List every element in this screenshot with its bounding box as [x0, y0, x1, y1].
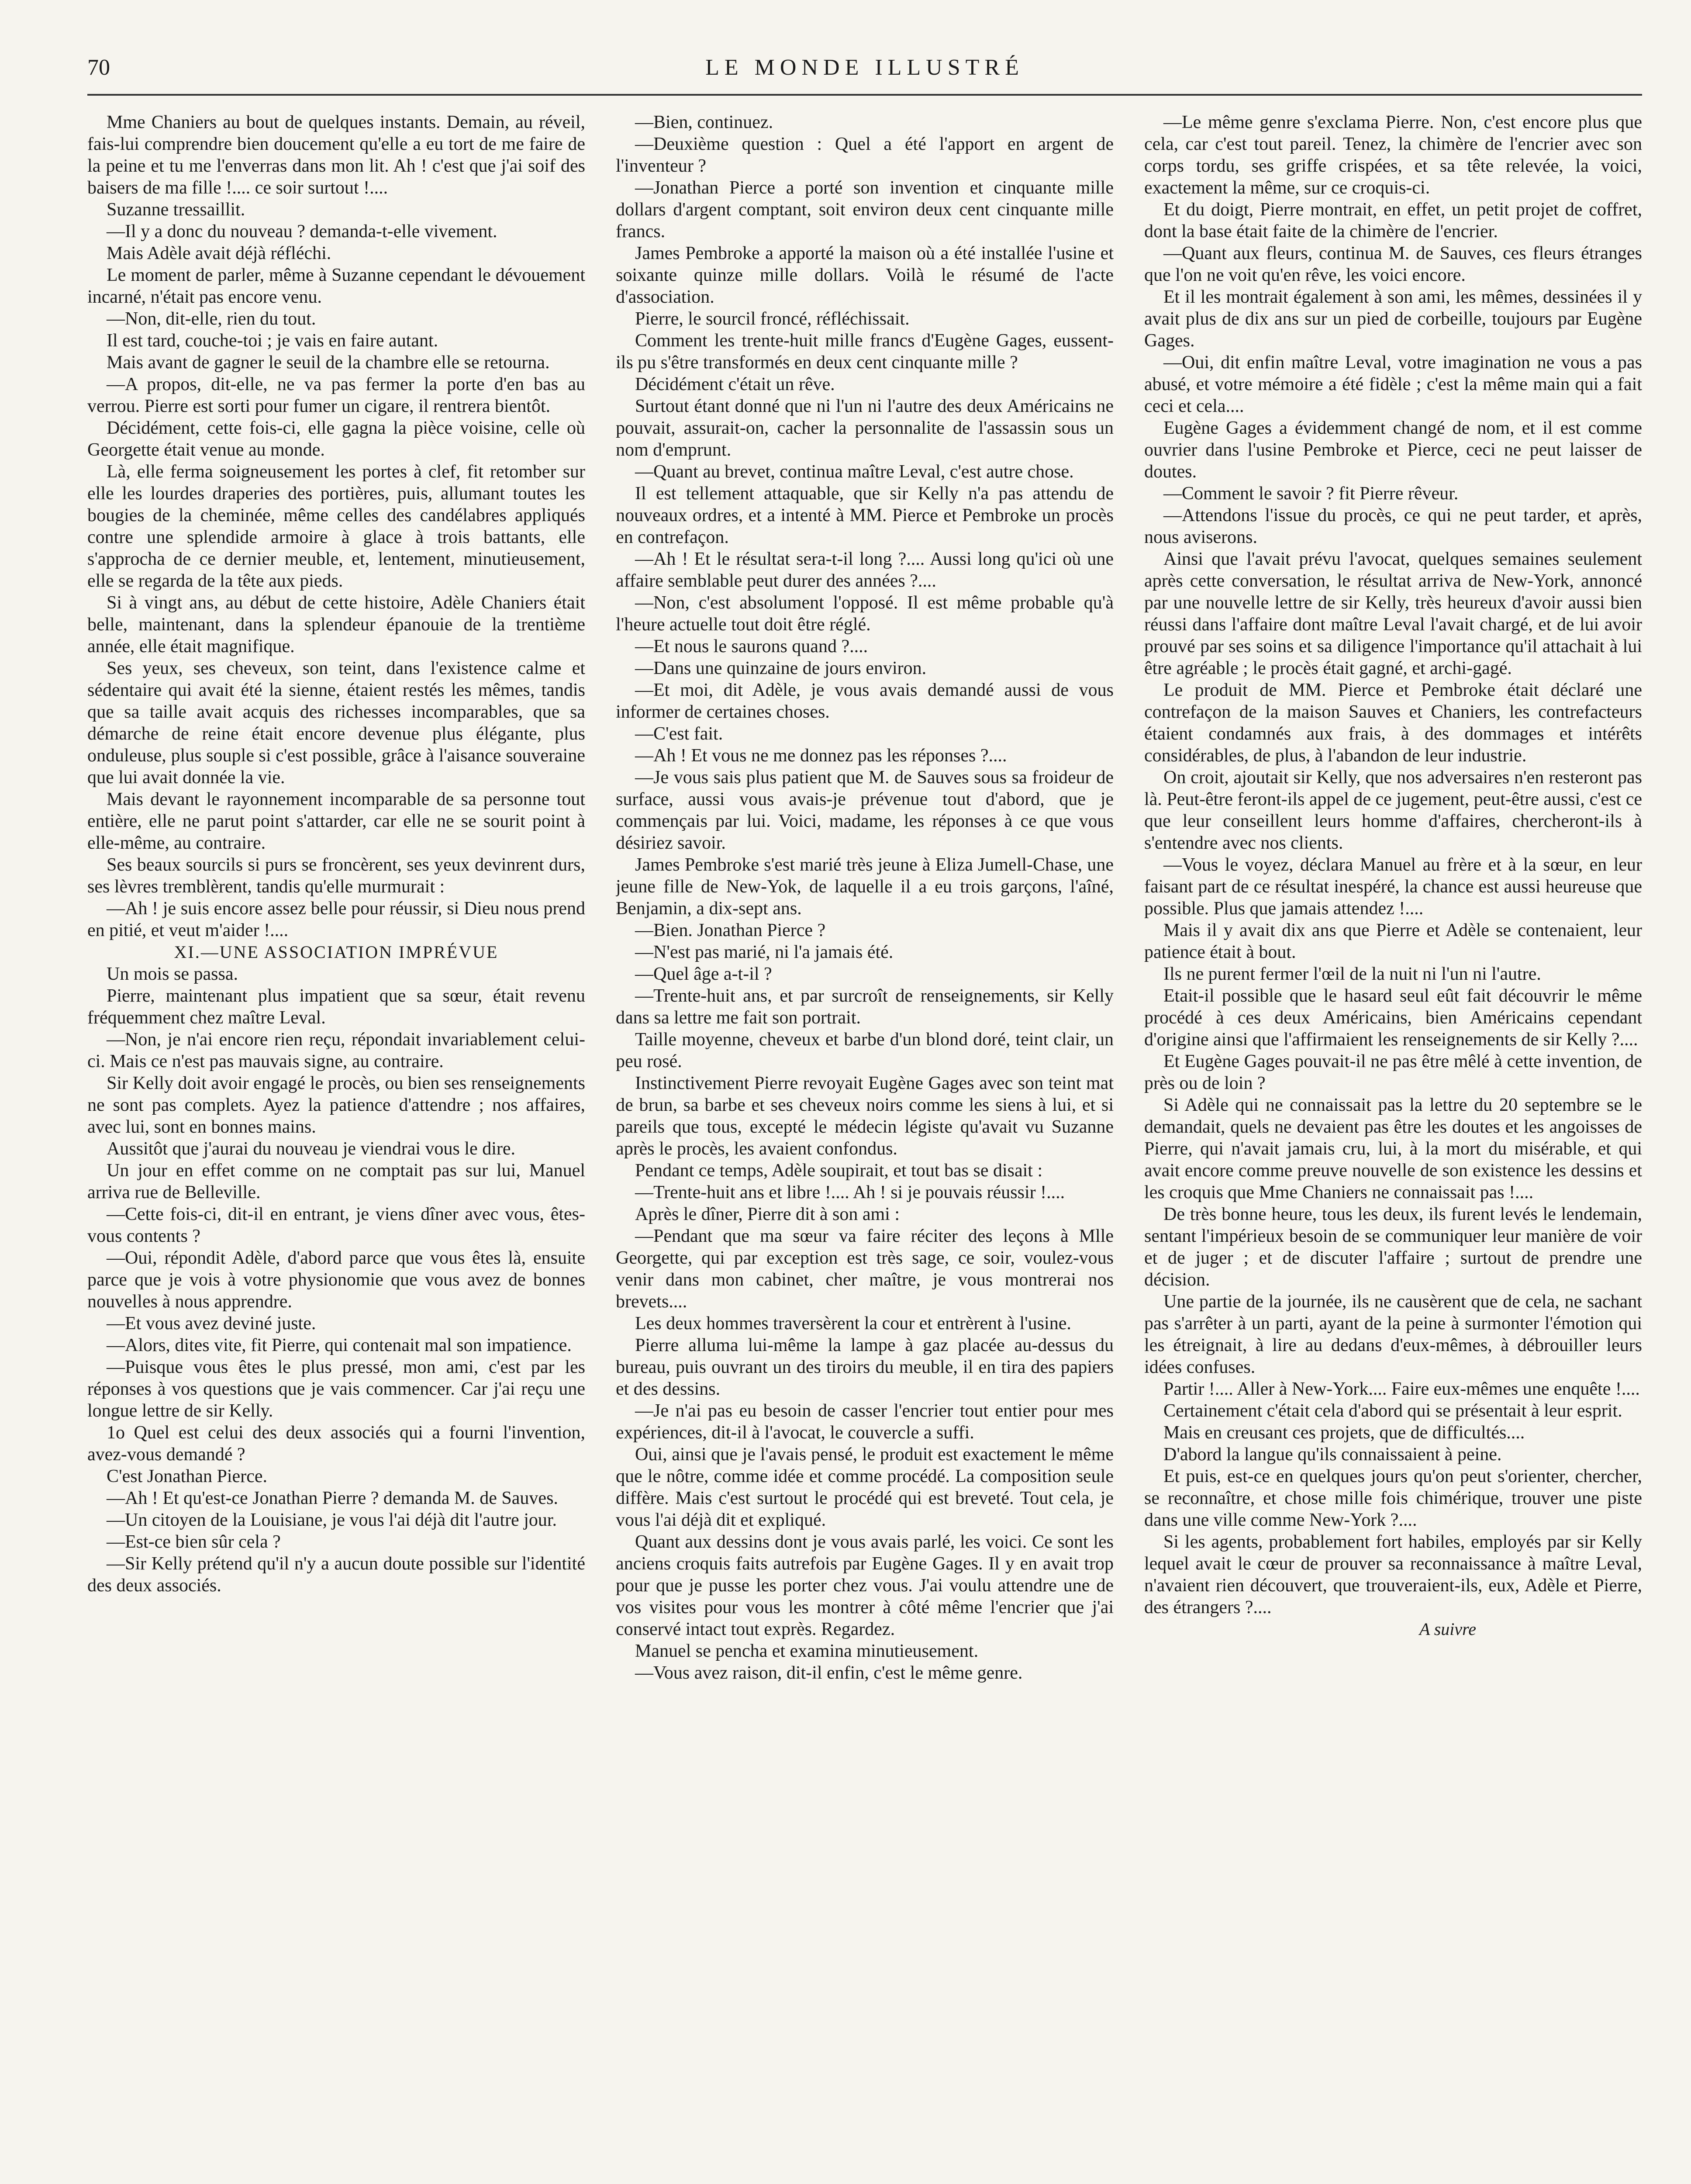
- paragraph: —Oui, dit enfin maître Leval, votre imagination ne vous a pas abusé, et votre mémoire a été fidèle ; c'est la même main qui a fait ceci et cela....: [1144, 352, 1642, 416]
- paragraph: —Quant au brevet, continua maître Leval, c'est autre chose.: [635, 462, 1074, 482]
- paragraph: Le moment de parler, même à Suzanne cependant le dévouement incarné, n'était pas encore venu.: [87, 265, 585, 307]
- paragraph: Instinctivement Pierre revoyait Eugène Gages avec son teint mat de brun, sa barbe et ses cheveux noirs comme les siens à lui, et si pareils que tous, excepté le médecin légiste qu'avait vu Suzanne après le procès, les avaient confondus.: [616, 1073, 1114, 1159]
- paragraph: —Et moi, dit Adèle, je vous avais demandé aussi de vous informer de certaines choses.: [616, 680, 1114, 722]
- paragraph: Si à vingt ans, au début de cette histoire, Adèle Chaniers était belle, maintenant, dans la splendeur épanouie de la trentième année, elle était magnifique.: [87, 593, 585, 657]
- paragraph: Etait-il possible que le hasard seul eût fait découvrir le même procédé à ces deux Américains, bien Américains cependant d'origine ainsi que l'affirmaient les renseignements de sir Kelly ?....: [1144, 986, 1642, 1050]
- paragraph: —Ah ! Et le résultat sera-t-il long ?.... Aussi long qu'ici où une affaire semblable peut durer des années ?....: [616, 549, 1114, 591]
- paragraph: —C'est fait.: [635, 724, 723, 744]
- paragraph: Quant aux dessins dont je vous avais parlé, les voici. Ce sont les anciens croquis faits autrefois par Eugène Gages. Il y en avait trop pour que je pusse les porter chez vous. J'ai voulu attendre une de vos visites pour vous les montrer à côté même l'encrier que j'ai conservé intact tout exprès. Regardez.: [616, 1532, 1114, 1639]
- paragraph: Aussitôt que j'aurai du nouveau je viendrai vous le dire.: [107, 1139, 515, 1159]
- paragraph: —Sir Kelly prétend qu'il n'y a aucun doute possible sur l'identité des deux associés.: [87, 1554, 585, 1596]
- paragraph: C'est Jonathan Pierce.: [107, 1466, 267, 1486]
- paragraph: —Pendant que ma sœur va faire réciter des leçons à Mlle Georgette, qui par exception est très sage, ce soir, voulez-vous venir dans mon cabinet, cher maître, je vous montrerai nos brevets....: [616, 1226, 1114, 1312]
- paragraph: Ainsi que l'avait prévu l'avocat, quelques semaines seulement après cette conversation, le résultat arriva de New-York, annoncé par une nouvelle lettre de sir Kelly, très heureux d'avoir aussi bien réussi dans l'affaire dont maître Leval l'avait chargé, et de lui avoir prouvé par ses soins et sa diligence l'importance qu'il attachait à lui être agréable ; le procès était gagné, et archi-gagé.: [1144, 549, 1642, 678]
- paragraph: Un jour en effet comme on ne comptait pas sur lui, Manuel arriva rue de Belleville.: [87, 1161, 585, 1203]
- paragraph: Mais avant de gagner le seuil de la chambre elle se retourna.: [107, 352, 550, 373]
- paragraph: —N'est pas marié, ni l'a jamais été.: [635, 942, 894, 962]
- paragraph: —Bien. Jonathan Pierce ?: [635, 920, 826, 940]
- paragraph: —Ah ! je suis encore assez belle pour réussir, si Dieu nous prend en pitié, et veut m'aider !....: [87, 898, 585, 940]
- header-rule: [87, 94, 1642, 96]
- paragraph: Mais devant le rayonnement incomparable de sa personne tout entière, elle ne parut point s'attarder, car elle ne se sourit point à elle-même, au contraire.: [87, 789, 585, 853]
- paragraph: Et Eugène Gages pouvait-il ne pas être mêlé à cette invention, de près ou de loin ?: [1144, 1051, 1642, 1093]
- column-2: [616, 111, 1114, 2184]
- paragraph: Une partie de la journée, ils ne causèrent que de cela, ne sachant pas s'arrêter à un parti, ayant de la peine à surmonter l'émotion qui les étreignait, à lire au dedans d'eux-mêmes, à débrouiller leurs idées confuses.: [1144, 1292, 1642, 1377]
- paragraph: —Dans une quinzaine de jours environ.: [635, 658, 927, 678]
- paragraph: —Non, dit-elle, rien du tout.: [107, 309, 316, 329]
- paragraph: Taille moyenne, cheveux et barbe d'un blond doré, teint clair, un peu rosé.: [616, 1030, 1114, 1071]
- paragraph: —Alors, dites vite, fit Pierre, qui contenait mal son impatience.: [107, 1335, 572, 1355]
- paragraph: Mais il y avait dix ans que Pierre et Adèle se contenaient, leur patience était à bout.: [1144, 920, 1642, 962]
- paragraph: —Est-ce bien sûr cela ?: [107, 1532, 281, 1552]
- text-columns: [87, 111, 1642, 2184]
- paragraph: 1o Quel est celui des deux associés qui a fourni l'invention, avez-vous demandé ?: [87, 1423, 585, 1465]
- paragraph: —Et nous le saurons quand ?....: [635, 636, 868, 657]
- paragraph: —Quant aux fleurs, continua M. de Sauves, ces fleurs étranges que l'on ne voit qu'en rêve, les voici encore.: [1144, 243, 1642, 285]
- paragraph: Sir Kelly doit avoir engagé le procès, ou bien ses renseignements ne sont pas complets. Ayez la patience d'attendre ; nos affaires, avec lui, sont en bonnes mains.: [87, 1073, 585, 1137]
- paragraph: Mais en creusant ces projets, que de difficultés....: [1163, 1423, 1525, 1443]
- paragraph: Un mois se passa.: [107, 964, 238, 984]
- paragraph: Ses beaux sourcils si purs se froncèrent, ses yeux devinrent durs, ses lèvres tremblèrent, tandis qu'elle murmurait :: [87, 855, 585, 897]
- paragraph: —Cette fois-ci, dit-il en entrant, je viens dîner avec vous, êtes-vous contents ?: [87, 1204, 585, 1246]
- paragraph: Décidément c'était un rêve.: [635, 374, 835, 394]
- paragraph: Si Adèle qui ne connaissait pas la lettre du 20 septembre se le demandait, quels ne devaient pas être les doutes et les angoisses de Pierre, qui n'avait jamais cru, lui, à la mort du misérable, et qui avait encore comme preuve nouvelle de son existence les dessins et les croquis que Mme Chaniers ne connaissait pas !....: [1144, 1095, 1642, 1203]
- page-number: 70: [87, 55, 110, 80]
- paragraph: Manuel se pencha et examina minutieusement.: [635, 1641, 979, 1661]
- paragraph: —Non, je n'ai encore rien reçu, répondait invariablement celui-ci. Mais ce n'est pas mauvais signe, au contraire.: [87, 1030, 585, 1071]
- paragraph: —Je n'ai pas eu besoin de casser l'encrier tout entier pour mes expériences, dit-il à l'avocat, le couvercle a suffi.: [616, 1401, 1114, 1443]
- paragraph: D'abord la langue qu'ils connaissaient à peine.: [1163, 1444, 1502, 1465]
- paragraph: Décidément, cette fois-ci, elle gagna la pièce voisine, celle où Georgette était venue au monde.: [87, 418, 585, 460]
- paragraph: —Trente-huit ans et libre !.... Ah ! si je pouvais réussir !....: [635, 1182, 1065, 1203]
- paragraph: Ses yeux, ses cheveux, son teint, dans l'existence calme et sédentaire qui avait été la sienne, étaient restés les mêmes, tandis que sa taille avait acquis des richesses incomparables, que sa démarche de reine était encore devenue plus élégante, plus onduleuse, plus souple si c'est possible, grâce à l'aisance souveraine que lui avait donnée la vie.: [87, 658, 585, 788]
- paragraph: —Ah ! Et vous ne me donnez pas les réponses ?....: [635, 746, 1007, 766]
- paragraph: Certainement c'était cela d'abord qui se présentait à leur esprit.: [1163, 1401, 1622, 1421]
- paragraph: On croit, ajoutait sir Kelly, que nos adversaires n'en resteront pas là. Peut-être feront-ils appel de ce jugement, peut-être aussi, c'est ce que leur conseillent leurs homme d'affaires, chercheront-ils à s'entendre avec nos clients.: [1144, 767, 1642, 853]
- paragraph: —Je vous sais plus patient que M. de Sauves sous sa froideur de surface, aussi vous avais-je prévenue tout d'abord, que je commençais par lui. Voici, madame, les réponses à ce que vous désiriez savoir.: [616, 767, 1114, 853]
- paragraph: —Non, c'est absolument l'opposé. Il est même probable qu'à l'heure actuelle tout doit être réglé.: [616, 593, 1114, 635]
- paragraph: Et il les montrait également à son ami, les mêmes, dessinées il y avait plus de dix ans sur un pied de corbeille, toujours par Eugène Gages.: [1144, 287, 1642, 351]
- paragraph: Ils ne purent fermer l'œil de la nuit ni l'un ni l'autre.: [1163, 964, 1541, 984]
- paragraph: Pierre, maintenant plus impatient que sa sœur, était revenu fréquemment chez maître Leval.: [87, 986, 585, 1028]
- column-1: [87, 111, 585, 2184]
- paragraph: —Quel âge a-t-il ?: [635, 964, 772, 984]
- paragraph: Oui, ainsi que je l'avais pensé, le produit est exactement le même que le nôtre, comme idée et comme procédé. La composition seule diffère. Mais c'est surtout le procédé qui est breveté. Tout cela, je vous l'ai déjà dit et expliqué.: [616, 1444, 1114, 1530]
- paragraph: —Bien, continuez.: [635, 112, 773, 132]
- paragraph: —Vous avez raison, dit-il enfin, c'est le même genre.: [635, 1663, 1023, 1683]
- paragraph: Il est tard, couche-toi ; je vais en faire autant.: [107, 331, 438, 351]
- paragraph: Et puis, est-ce en quelques jours qu'on peut s'orienter, chercher, se reconnaître, et chose mille fois chimérique, trouver une piste dans une ville comme New-York ?....: [1144, 1466, 1642, 1530]
- paragraph: Il est tellement attaquable, que sir Kelly n'a pas attendu de nouveaux ordres, et a intenté à MM. Pierce et Pembroke un procès en contrefaçon.: [616, 484, 1114, 547]
- paragraph: Les deux hommes traversèrent la cour et entrèrent à l'usine.: [635, 1313, 1071, 1334]
- paragraph: —Attendons l'issue du procès, ce qui ne peut tarder, et après, nous aviserons.: [1144, 505, 1642, 547]
- page-header: [87, 46, 1642, 85]
- paragraph: —Ah ! Et qu'est-ce Jonathan Pierre ? demanda M. de Sauves.: [107, 1488, 558, 1508]
- paragraph: Après le dîner, Pierre dit à son ami :: [635, 1204, 900, 1224]
- paragraph: —Deuxième question : Quel a été l'apport en argent de l'inventeur ?: [616, 134, 1114, 176]
- paragraph: Pendant ce temps, Adèle soupirait, et tout bas se disait :: [635, 1161, 1043, 1181]
- paragraph: —Un citoyen de la Louisiane, je vous l'ai déjà dit l'autre jour.: [107, 1510, 557, 1530]
- paragraph: —Vous le voyez, déclara Manuel au frère et à la sœur, en leur faisant part de ce résultat inespéré, la chance est aussi heureuse que possible. Plus que jamais attendez !....: [1144, 855, 1642, 919]
- paragraph: James Pembroke a apporté la maison où a été installée l'usine et soixante quinze mille dollars. Voilà le résumé de l'acte d'association.: [616, 243, 1114, 307]
- paragraph: Eugène Gages a évidemment changé de nom, et il est comme ouvrier dans l'usine Pembroke et Pierce, ceci ne peut laisser de doutes.: [1144, 418, 1642, 482]
- paragraph: —Le même genre s'exclama Pierre. Non, c'est encore plus que cela, car c'est tout pareil. Tenez, la chimère de l'encrier avec son corps tordu, ses griffe crispées, et sa tête relevée, la voici, exactement la même, sur ce croquis-ci.: [1144, 112, 1642, 198]
- paragraph: —Puisque vous êtes le plus pressé, mon ami, c'est par les réponses à vos questions que je vais commencer. Car j'ai reçu une longue lettre de sir Kelly.: [87, 1357, 585, 1421]
- paragraph: Là, elle ferma soigneusement les portes à clef, fit retomber sur elle les lourdes draperies des portières, puis, allumant toutes les bougies de la cheminée, même celles des candélabres appliqués contre une splendide armoire à glace à trois battants, elle s'approcha de ce dernier meuble, et, lentement, minutieusement, elle se regarda de la tête aux pieds.: [87, 462, 585, 591]
- paragraph: De très bonne heure, tous les deux, ils furent levés le lendemain, sentant l'impérieux besoin de se communiquer leur manière de voir et de juger ; et de discuter l'affaire ; surtout de prendre une décision.: [1144, 1204, 1642, 1290]
- paragraph: Et du doigt, Pierre montrait, en effet, un petit projet de coffret, dont la base était faite de la chimère de l'encrier.: [1144, 200, 1642, 242]
- paragraph: Surtout étant donné que ni l'un ni l'autre des deux Américains ne pouvait, assurait-on, cacher la personnalite de l'assassin sous un nom d'emprunt.: [616, 396, 1114, 460]
- paragraph: Le produit de MM. Pierce et Pembroke était déclaré une contrefaçon de la maison Sauves et Chaniers, les contrefacteurs étaient condamnés aux frais, à des dommages et intérêts considérables, de plus, à l'abandon de leur industrie.: [1144, 680, 1642, 766]
- paragraph: —Oui, répondit Adèle, d'abord parce que vous êtes là, ensuite parce que je vois à votre physionomie que vous avez de bonnes nouvelles à nous apprendre.: [87, 1248, 585, 1312]
- paragraph: Pierre, le sourcil froncé, réfléchissait.: [635, 309, 910, 329]
- paragraph: Comment les trente-huit mille francs d'Eugène Gages, eussent-ils pu s'être transformés en deux cent cinquante mille ?: [616, 331, 1114, 373]
- paragraph: —Comment le savoir ? fit Pierre rêveur.: [1163, 484, 1459, 504]
- paragraph: —Jonathan Pierce a porté son invention et cinquante mille dollars d'argent comptant, soit environ deux cent cinquante mille francs.: [616, 178, 1114, 242]
- paragraph: —Trente-huit ans, et par surcroît de renseignements, sir Kelly dans sa lettre me fait son portrait.: [616, 986, 1114, 1028]
- section-title: XI.—UNE ASSOCIATION IMPRÉVUE: [174, 942, 499, 962]
- paragraph: Pierre alluma lui-même la lampe à gaz placée au-dessus du bureau, puis ouvrant un des tiroirs du meuble, il en tira des papiers et des dessins.: [616, 1335, 1114, 1399]
- masthead: LE MONDE ILLUSTRÉ: [705, 55, 1024, 80]
- paragraph: —A propos, dit-elle, ne va pas fermer la porte d'en bas au verrou. Pierre est sorti pour fumer un cigare, il rentrera bientôt.: [87, 374, 585, 416]
- paragraph: Si les agents, probablement fort habiles, employés par sir Kelly lequel avait le cœur de prouver sa reconnaissance à maître Leval, n'avaient rien découvert, que trouveraient-ils, eux, Adèle et Pierre, des étrangers ?....: [1144, 1532, 1642, 1617]
- paragraph: Mme Chaniers au bout de quelques instants. Demain, au réveil, fais-lui comprendre bien doucement qu'elle a eu tort de me faire de la peine et tu me l'enverras dans mon lit. Ah ! c'est que j'ai soif des baisers de ma fille !.... ce soir surtout !....: [87, 112, 585, 198]
- continued-note: A suivre: [1419, 1619, 1476, 1639]
- paragraph: Suzanne tressaillit.: [107, 200, 245, 220]
- paragraph: Partir !.... Aller à New-York.... Faire eux-mêmes une enquête !....: [1163, 1379, 1640, 1399]
- paragraph: —Et vous avez deviné juste.: [107, 1313, 316, 1334]
- column-3: [1144, 111, 1642, 2184]
- paragraph: —Il y a donc du nouveau ? demanda-t-elle vivement.: [107, 221, 497, 242]
- paragraph: Mais Adèle avait déjà réfléchi.: [107, 243, 331, 263]
- paragraph: James Pembroke s'est marié très jeune à Eliza Jumell-Chase, une jeune fille de New-Yok, de laquelle il a eu trois garçons, l'aîné, Benjamin, a dix-sept ans.: [616, 855, 1114, 919]
